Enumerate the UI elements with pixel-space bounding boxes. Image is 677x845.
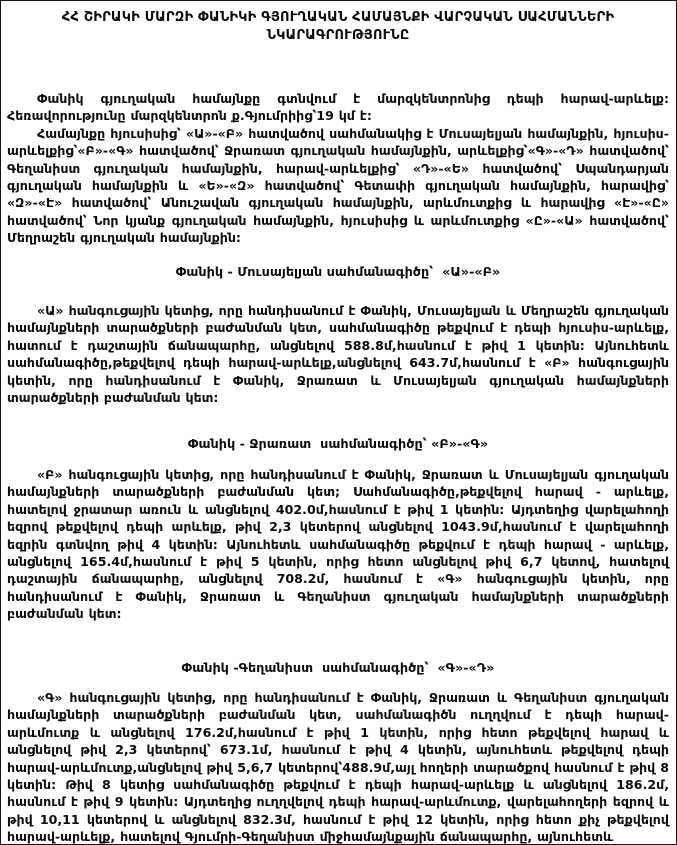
intro-location-paragraph: Փանիկ գյուղական համայնքը գտնվում է մարզկենտրոնից դեպի հարավ-արևելք: Հեռավորությունը մարզկենտրոն ք.Գյումրիից՝19 կմ է: bbox=[7, 91, 669, 124]
section-body-jrarat: «Բ» հանգուցային կետից, որը հանդիսանում է Փանիկ, Ջրառատ և Մուսայելյան գյուղական համայնքների տարածքների բաժանման կետ; Սահմանագիծը,թեքվելով հարավ - արևելք, հատելով ջրատար առուն և անցնելով 402.0մ,հասնում է թիվ 1 կետին: Այդտեղից վարելահողի եզրով թեքվելով դեպի արևելք, թիվ 2,3 կետերով անցնելով 1043.9մ,հասնում է վարելահողի եզրին գտնվող թիվ 4 կետին: Այնուհետև սահմանագիծը թեքվում է դեպի հարավ - արևելք, անցնելով 165.4մ,հասնում է թիվ 5 կետին, որից հետո անցնելով թիվ 6,7 կետով, հատելով դաշտային ճանապարհը, անցնելով 708.2մ, հասնում է «Գ» հանգուցային կետին, որը հանդիսանում է Փանիկ, Ջրառատ և Գեղանիստ գյուղական համայնքների տարածքների բաժանման կետ: bbox=[7, 466, 669, 622]
section-jrarat bbox=[7, 436, 669, 623]
document-title: ՀՀ ՇԻՐԱԿԻ ՄԱՐԶԻ ՓԱՆԻԿԻ ԳՅՈՒՂԱԿԱՆ ՀԱՄԱՅՆՔԻ ՎԱՐՉԱԿԱՆ ՍԱՀՄԱՆՆԵՐԻ ՆԿԱՐԱԳՐՈՒԹՅՈՒՆԸ bbox=[61, 10, 615, 43]
section-body-geghanist: «Գ» հանգուցային կետից, որը հանդիսանում է Փանիկ, Ջրառատ և Գեղանիստ գյուղական համայնքների տարածքների բաժանման կետ, սահմանագիծն ուղղվում է դեպի հարավ-արևմուտք և անցնելով 176.2մ,հասնում է թիվ 1 կետին, որից հետո թեքվելով հարավ և անցնելով թիվ 2,3 կետերով՝ 673.1մ, հասնում է թիվ 4 կետին, այնուհետև թեքվելով դեպի հարավ-արևմուտք,անցնելով թիվ 5,6,7 կետերով՝488.9մ,այլ հողերի տարածքով հասնում է թիվ 8 կետին: Թիվ 8 կետից սահմանագիծը թեքվում է դեպի հարավ-արևելք և անցնելով 186.2մ, հասնում է թիվ 9 կետին: Այդտեղից ուղղվելով դեպի հարավ-արևմուտք, վարելահողերի եզրով և թիվ 10,11 կետերով և անցնելով 832.3մ, հասնում է թիվ 12 կետին, որից հետո քիչ թեքվելով հարավ-արևելք, հատելով Գյումրի-Գեղանիստ միջհամայնքային ճանապարհը, այնուհետև bbox=[7, 689, 669, 845]
section-heading-jrarat: Փանիկ - Ջրառատ սահմանագիծը՝ «Բ»-«Գ» bbox=[187, 436, 489, 452]
section-body-musayelyan: «Ա» հանգուցային կետից, որը հանդիսանում է Փանիկ, Մուսայելյան և Մեղրաշեն գյուղական համայնքների տարածքների բաժանման կետ, սահմանագիծը թեքվում է դեպի հյուսիս-արևելք, հատում է դաշտային ճանապարհը, անցնելով 588.8մ,հասնում է թիվ 1 կետին: Այնուհետև սահմանագիծը,թեքվելով դեպի հարավ-արևելք,անցնելով 643.7մ,հասնում է «Բ» հանգուցային կետին, որը հանդիսանում է Փանիկ, Ջրառատ և Մուսայելյան գյուղական համայնքների տարածքների բաժանման կետ: bbox=[7, 303, 669, 406]
section-heading-musayelyan: Փանիկ - Մուսայելյան սահմանագիծը՝ «Ա»-«Բ» bbox=[175, 264, 501, 280]
section-geghanist bbox=[7, 660, 669, 845]
section-musayelyan bbox=[7, 264, 669, 407]
intro-borders-paragraph: Համայնքը հյուսիսից՝ «Ա»-«Բ» հատվածով սահմանակից է Մուսայելյան համայնքին, հյուսիս-արևելքից՝«Բ»-«Գ» հատվածով՝ Ջրառատ գյուղական համայնքին, արևելքից՝«Գ»-«Դ» հատվածով՝ Գեղանիստ գյուղական համայնքին, հարավ-արևելքից՝ «Դ»-«Ե» հատվածով՝ Սպանդարյան գյուղական համայնքին և «Ե»-«Զ» հատվածով՝ Գետափի գյուղական համայնքին, հարավից՝ «Զ»-«Է» հատվածով՝ Անուշավան գյուղական համայնքին, արևմուտքից և հարավից «Է»-«Ը» հատվածով՝ Նոր կյանք գյուղական համայնքին, հյուսիսից և արևմուտքից «Ը»-«Ա» հատվածով՝ Մեղրաշեն գյուղական համայնքին: bbox=[7, 125, 669, 246]
section-heading-geghanist: Փանիկ -Գեղանիստ սահմանագիծը՝ «Գ»-«Դ» bbox=[181, 660, 495, 676]
